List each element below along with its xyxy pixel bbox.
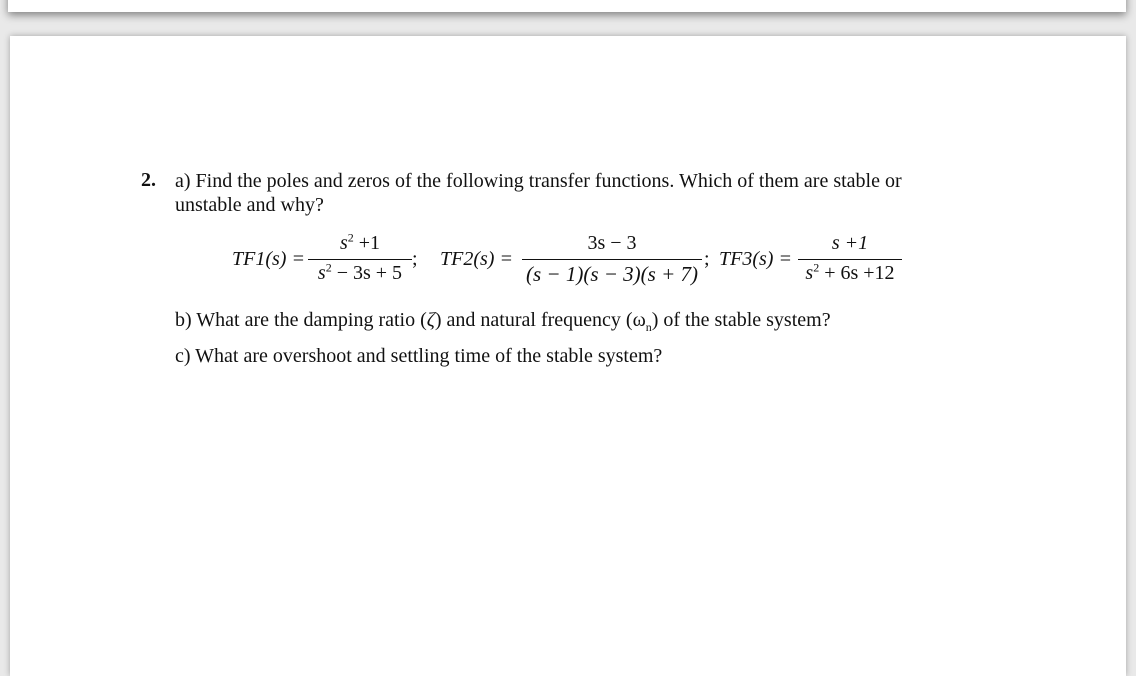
tf3-fraction — [798, 232, 902, 288]
part-a-line-1: a) Find the poles and zeros of the following transfer functions. Which of them are stable or — [175, 170, 902, 192]
zeta-symbol: ζ — [426, 309, 435, 331]
tf1-fraction — [308, 232, 412, 288]
tf3-denominator: $s^2 + 6s +12$ — [805, 260, 895, 284]
part-a-line-2: unstable and why? — [175, 194, 324, 216]
tf1-fraction-bar — [308, 259, 412, 260]
tf1-separator: ; — [412, 248, 418, 270]
tf2-label: TF2(s) = — [440, 248, 513, 270]
tf1-numerator: $s^2 +1$ — [339, 230, 381, 254]
question-part-c: c) What are overshoot and settling time of the stable system? — [175, 345, 663, 367]
question-part-b: b) What are the damping ratio (ζ) and natural frequency $(\omega_n)$ of the stable system? — [175, 309, 831, 334]
tf2-denominator: (s − 1)(s − 3)(s + 7) — [526, 262, 698, 286]
tf2-numerator: 3s − 3 — [587, 232, 637, 254]
tf1-label: TF1(s) = — [232, 248, 305, 270]
tf1-denominator: $s^2 - 3s + 5$ — [317, 260, 403, 284]
previous-page-edge — [8, 0, 1126, 12]
question-number: 2. — [141, 169, 156, 191]
document-page — [10, 36, 1126, 676]
tf2-fraction-bar — [522, 259, 702, 260]
question-part-a — [175, 169, 1015, 217]
omega-symbol: ω — [632, 309, 646, 331]
tf2-separator: ; — [704, 248, 710, 270]
tf3-label: TF3(s) = — [719, 248, 792, 270]
tf3-numerator: s +1 — [831, 232, 869, 254]
tf2-fraction — [522, 232, 702, 292]
